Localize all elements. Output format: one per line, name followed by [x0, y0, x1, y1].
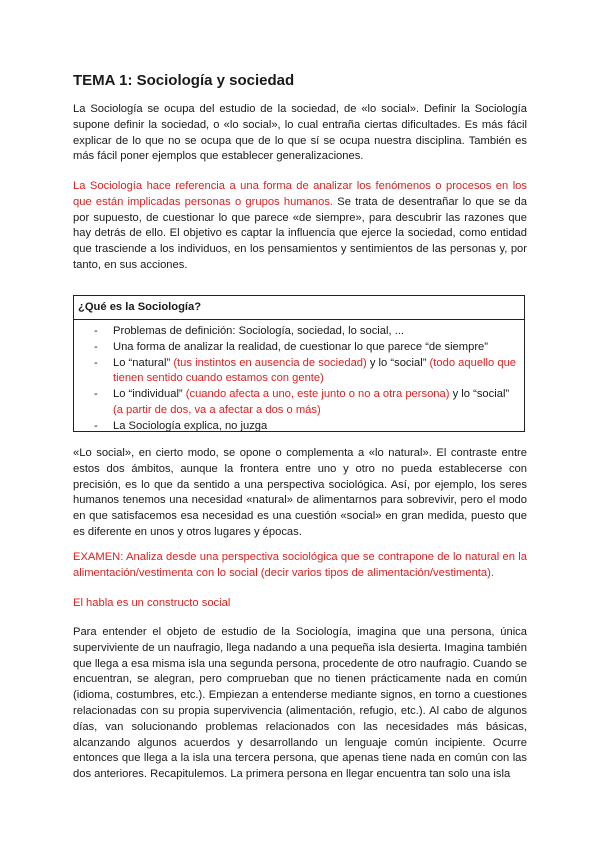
summary-list: [74, 320, 524, 435]
exam-note: EXAMEN: Analiza desde una perspectiva sociológica que se contrapone de lo natural en la alimentación/vestimenta con lo social (decir varios tipos de alimentación/vestimenta).: [73, 551, 527, 579]
list-item: - Una forma de analizar la realidad, de cuestionar lo que parece “de siempre”: [74, 340, 524, 356]
dash-bullet: -: [94, 356, 98, 369]
dash-bullet: -: [94, 340, 98, 353]
summary-box-heading: ¿Qué es la Sociología?: [74, 296, 524, 320]
social-vs-natural-paragraph: «Lo social», en cierto modo, se opone o complementa a «lo natural». El contraste entre estos dos ámbitos, aunque la frontera entre uno y otro no pueda establecerse con precisión, es lo que da sentido a una perspectiva sociológica. Así, por ejemplo, los seres humanos tenemos una necesidad «natural» de alimentarnos para sobrevivir, pero el modo en que satisfacemos esa necesidad es una cuestión «social» en gran medida, puesto que es diferente en unos y otros lugares y épocas.: [73, 447, 527, 538]
dash-bullet: -: [94, 419, 98, 432]
dash-bullet: -: [94, 325, 98, 337]
summary-box: [73, 295, 525, 432]
section-subheading: El habla es un constructo social: [73, 597, 231, 609]
island-paragraph: Para entender el objeto de estudio de la Sociología, imagina que una persona, única superviviente de un naufragio, llega nadando a una pequeña isla desierta. Imagina también que llega a esa misma isla una segunda persona, procedente de otro naufragio. Cuando se encuentran, se alegran, pero comprueban que no tienen prácticamente nada en común (idioma, costumbres, etc.). Empiezan a entenderse mediante signos, en torno a cuestiones relacionadas con su propia supervivencia (alimentación, refugio, etc.). Al cabo de algunos días, van solucionando problemas relacionados con las necesidades más básicas, alcanzando algunos acuerdos y desarrollando un lenguaje común incipiente. Ocurre entonces que llega a la isla una tercera persona, que apenas tiene nada en común con las dos anteriores. Recapitulemos. La primera persona en llegar encuentra tan solo una isla: [73, 626, 527, 781]
list-item: - Lo “natural” (tus instintos en ausencia de sociedad) y lo “social” (todo aquello que tienen sentido cuando estamos con gente): [94, 356, 517, 385]
definition-paragraph: [73, 179, 527, 274]
dash-bullet: -: [94, 388, 98, 401]
definition-highlight: La Sociología hace referencia a una forma de analizar los fenómenos o procesos en los que están implicadas personas o grupos humanos.: [73, 180, 527, 208]
intro-paragraph: La Sociología se ocupa del estudio de la sociedad, de «lo social». Definir la Sociología supone definir la sociedad, o «lo social», lo cual entraña ciertas dificultades. Es más fácil explicar de lo que no se ocupa que de lo que sí se ocupa nuestra disciplina. También es más fácil poner ejemplos que establecer generalizaciones.: [73, 103, 527, 163]
list-item: - La Sociología explica, no juzga: [74, 419, 524, 435]
list-item: - Lo “individual” (cuando afecta a uno, este junto o no a otra persona) y lo “social” (a partir de dos, va a afectar a dos o más): [94, 388, 510, 416]
list-item: - Problemas de definición: Sociología, sociedad, lo social, ...: [74, 324, 524, 340]
definition-rest: Se trata de desentrañar lo que se da por supuesto, de cuestionar lo que parece «de siempre», para descubrir las razones que hay detrás de ello. El objetivo es captar la influencia que ejerce la sociedad, como entidad que trasciende a los individuos, en los pensamientos y sentimientos de las personas y, por tanto, en sus acciones.: [73, 195, 527, 271]
page-title: TEMA 1: Sociología y sociedad: [73, 72, 295, 89]
